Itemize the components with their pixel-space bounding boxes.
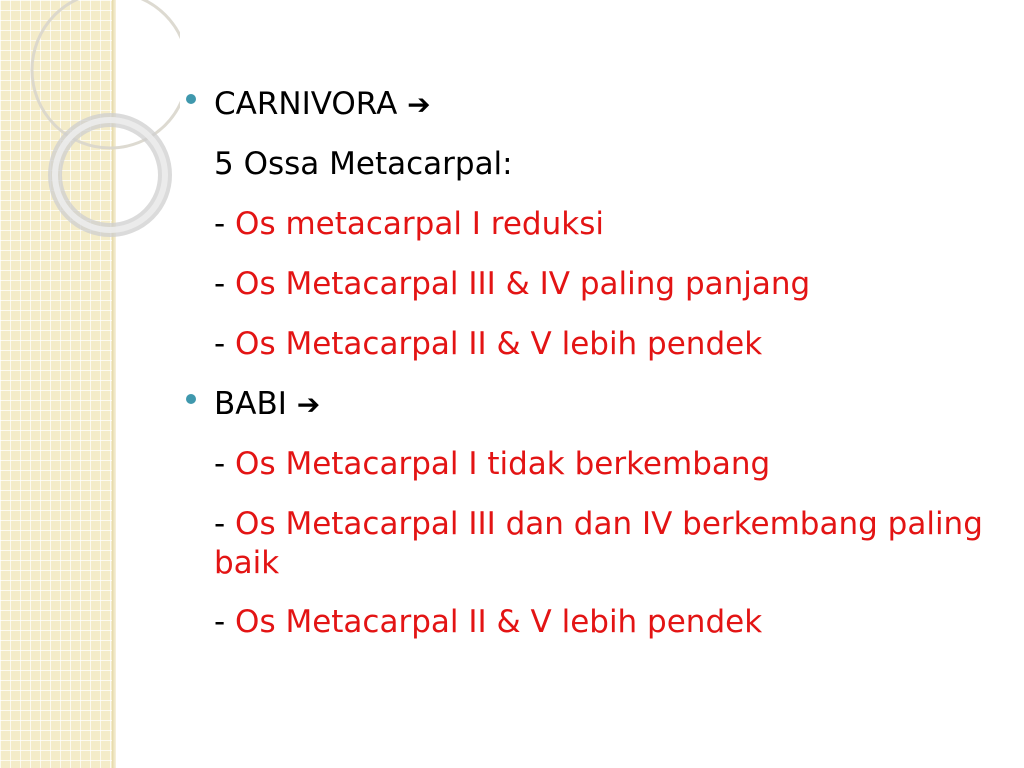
list-item-dash bbox=[186, 440, 986, 500]
item-text: 5 Ossa Metacarpal: bbox=[214, 146, 513, 182]
list-item-dash bbox=[186, 500, 986, 598]
item-text-red: Os Metacarpal II & V lebih pendek bbox=[235, 604, 763, 640]
list-item-dash bbox=[186, 260, 986, 320]
dash-marker: - bbox=[214, 266, 236, 302]
item-text-red: Os Metacarpal I tidak berkembang bbox=[235, 446, 771, 482]
dash-marker: - bbox=[214, 326, 236, 362]
list-item-dash bbox=[186, 320, 986, 380]
item-text-red: Os Metacarpal II & V lebih pendek bbox=[235, 326, 763, 362]
item-text-red: Os metacarpal I reduksi bbox=[235, 206, 604, 242]
right-arrow-icon: ➔ bbox=[296, 388, 321, 421]
item-text-red: Os Metacarpal III dan dan IV berkembang paling baik bbox=[214, 506, 983, 581]
right-arrow-icon: ➔ bbox=[407, 88, 431, 121]
item-text-red: Os Metacarpal III & IV paling panjang bbox=[235, 266, 811, 302]
item-label: BABI bbox=[214, 386, 287, 422]
list-item-dash bbox=[186, 598, 986, 658]
dash-marker: - bbox=[214, 604, 236, 640]
slide-content bbox=[186, 80, 986, 658]
dash-marker: - bbox=[214, 446, 236, 482]
dash-marker: - bbox=[214, 506, 236, 542]
list-item-ossa-count bbox=[186, 140, 986, 200]
list-item-babi bbox=[186, 380, 986, 440]
decorative-rings bbox=[0, 0, 180, 240]
dash-marker: - bbox=[214, 206, 236, 242]
item-label: CARNIVORA bbox=[214, 86, 398, 122]
list-item-dash bbox=[186, 200, 986, 260]
list-item-carnivora bbox=[186, 80, 986, 140]
